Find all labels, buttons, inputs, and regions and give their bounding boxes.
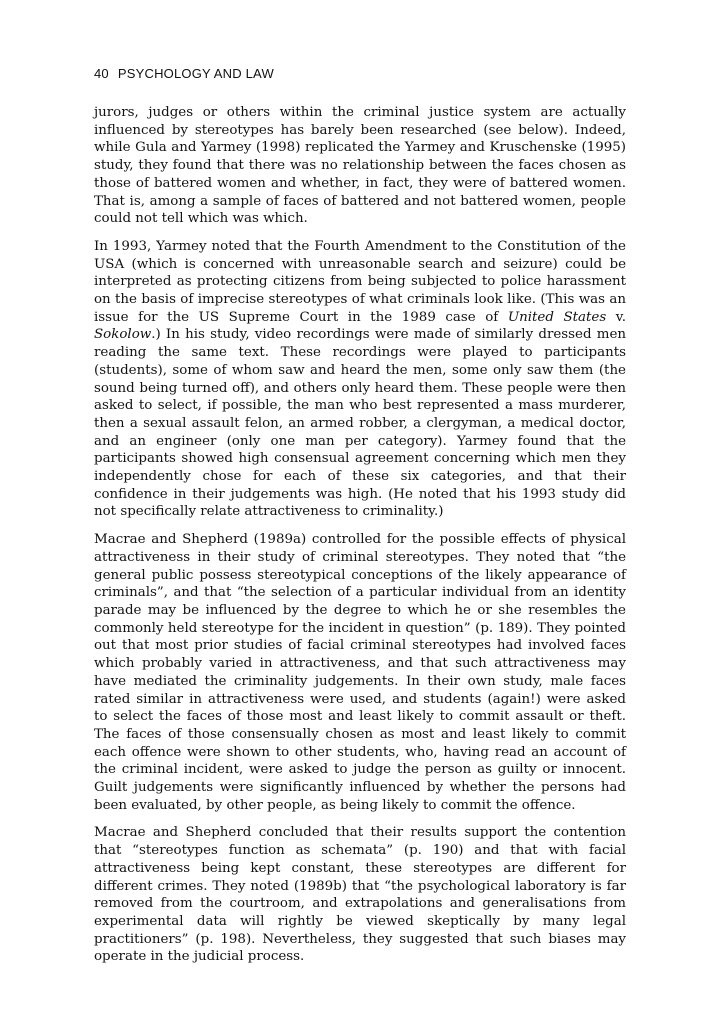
case-versus: v.: [606, 309, 626, 325]
paragraph-2-text-b: .) In his study, video recordings were made of similarly dressed men reading the same text. These recordings were played to participants (students), some of whom saw and heard the men, some only saw them (the sound being turned off), and others only heard them. These people were then asked to select, if possible, the man who best represented a mass murderer, then a sexual assault felon, an armed robber, a clergyman, a medical doctor, and an engineer (only one man per category). Yarmey found that the participants showed high consensual agreement concerning which men they independently chose for each of these six categories, and that their confidence in their judgements was high. (He noted that his 1993 study did not specifically relate attractiveness to criminality.): [94, 327, 626, 520]
paragraph-3: Macrae and Shepherd (1989a) controlled for the possible effects of physical attractiveness in their study of criminal stereotypes. They noted that “the general public possess stereotypical conceptions of the likely appearance of criminals”, and that “the selection of a particular individual from an identity parade may be influenced by the degree to which he or she resembles the commonly held stereotype for the incident in question” (p. 189). They pointed out that most prior studies of facial criminal stereotypes had involved faces which probably varied in attractiveness, and that such attractiveness may have mediated the criminality judgements. In their own study, male faces rated similar in attractiveness were used, and students (again!) were asked to select the faces of those most and least likely to commit assault or theft. The faces of those consensually chosen as most and least likely to commit each offence were shown to other students, who, having read an account of the criminal incident, were asked to judge the person as guilty or innocent. Guilt judgements were significantly influenced by whether the persons had been evaluated, by other people, as being likely to commit the offence.: [94, 532, 626, 813]
case-name-sokolow: Sokolow: [94, 327, 152, 343]
paragraph-4: Macrae and Shepherd concluded that their results support the contention that “stereotypes function as schemata” (p. 190) and that with facial attractiveness being kept constant, these stereotypes are different for different crimes. They noted (1989b) that “the psychological laboratory is far removed from the courtroom, and extrapolations and generalisations from experimental data will rightly be viewed skeptically by many legal practitioners” (p. 198). Nevertheless, they suggested that such biases may operate in the judicial process.: [94, 825, 626, 965]
case-name-united-states: United States: [507, 309, 607, 325]
running-header: [94, 66, 626, 82]
paragraph-2: [94, 238, 626, 521]
paragraph-2-text-a: In 1993, Yarmey noted that the Fourth Amendment to the Constitution of the USA (which is concerned with unreasonable search and seizure) could be interpreted as protecting citizens from being subjected to police harassment on the basis of imprecise stereotypes of what criminals look like. (This was an issue for the US Supreme Court in the 1989 case of: [94, 238, 626, 325]
book-page: [94, 66, 626, 976]
page-number: 40: [94, 66, 109, 81]
running-title: PSYCHOLOGY AND LAW: [117, 66, 274, 81]
paragraph-1: jurors, judges or others within the criminal justice system are actually influenced by stereotypes has barely been researched (see below). Indeed, while Gula and Yarmey (1998) replicated the Yarmey and Kruschenske (1995) study, they found that there was no relationship between the faces chosen as those of battered women and whether, in fact, they were of battered women. That is, among a sample of faces of battered and not battered women, people could not tell which was which.: [94, 105, 626, 227]
